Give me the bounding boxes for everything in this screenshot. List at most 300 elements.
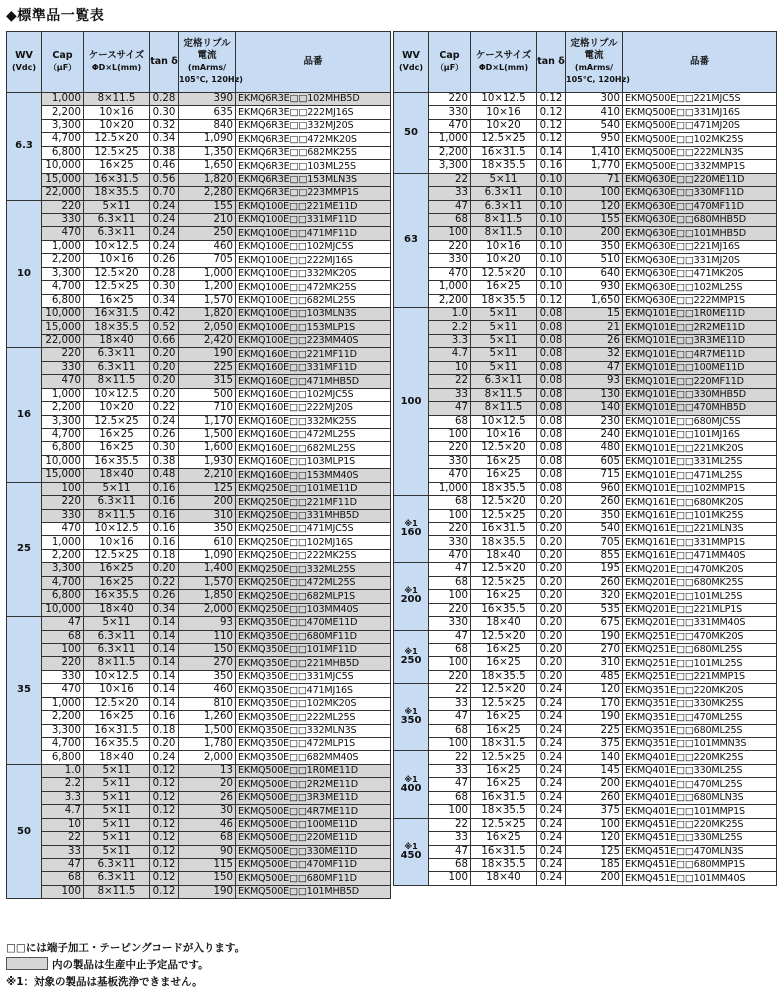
case-size-cell: 12.5×25 xyxy=(471,751,537,764)
part-number-cell: EKMQ201E□□101ML25S xyxy=(623,590,777,603)
table-row xyxy=(394,227,777,240)
table-row xyxy=(7,227,391,240)
ripple-current-cell: 1,500 xyxy=(179,724,236,737)
part-number-cell: EKMQ250E□□332ML25S xyxy=(236,563,391,576)
table-row xyxy=(394,818,777,831)
ripple-current-cell: 1,170 xyxy=(179,415,236,428)
table-row xyxy=(7,496,391,509)
capacitance-cell: 330 xyxy=(429,106,471,119)
ripple-current-cell: 26 xyxy=(179,791,236,804)
part-number-cell: EKMQ100E□□222MJ16S xyxy=(236,254,391,267)
case-size-cell: 10×16 xyxy=(84,536,150,549)
tan-delta-cell: 0.34 xyxy=(150,133,179,146)
capacitance-cell: 15,000 xyxy=(42,321,84,334)
tan-delta-cell: 0.12 xyxy=(150,832,179,845)
table-row xyxy=(7,281,391,294)
ripple-current-cell: 30 xyxy=(179,805,236,818)
tan-delta-cell: 0.24 xyxy=(150,415,179,428)
table-row xyxy=(7,805,391,818)
tan-delta-cell: 0.10 xyxy=(537,254,566,267)
ripple-current-cell: 855 xyxy=(566,549,623,562)
part-number-cell: EKMQ100E□□472MK25S xyxy=(236,281,391,294)
case-size-cell: 12.5×20 xyxy=(471,630,537,643)
tan-delta-cell: 0.30 xyxy=(150,442,179,455)
tan-delta-cell: 0.10 xyxy=(537,200,566,213)
tan-delta-cell: 0.08 xyxy=(537,402,566,415)
ripple-current-cell: 90 xyxy=(179,845,236,858)
table-row xyxy=(394,294,777,307)
tan-delta-cell: 0.12 xyxy=(150,791,179,804)
table-row xyxy=(7,603,391,616)
ripple-current-cell: 47 xyxy=(566,361,623,374)
capacitance-cell: 47 xyxy=(429,711,471,724)
case-size-cell: 6.3×11 xyxy=(84,227,150,240)
part-number-cell: EKMQ201E□□221MLP1S xyxy=(623,603,777,616)
table-row xyxy=(394,119,777,132)
capacitance-cell: 10,000 xyxy=(42,308,84,321)
table-row xyxy=(394,496,777,509)
ripple-current-cell: 1,570 xyxy=(179,576,236,589)
capacitance-cell: 1,000 xyxy=(429,281,471,294)
part-number-cell: EKMQ250E□□331MHB5D xyxy=(236,509,391,522)
case-size-cell: 10×12.5 xyxy=(471,415,537,428)
capacitance-cell: 68 xyxy=(429,724,471,737)
case-size-cell: 18×35.5 xyxy=(471,160,537,173)
ripple-current-cell: 1,780 xyxy=(179,738,236,751)
case-size-cell: 6.3×11 xyxy=(84,213,150,226)
case-size-cell: 6.3×11 xyxy=(84,348,150,361)
table-row xyxy=(394,576,777,589)
voltage-cell: ※1 160 xyxy=(394,496,429,563)
capacitance-cell: 33 xyxy=(42,845,84,858)
capacitance-cell: 47 xyxy=(42,858,84,871)
tan-delta-cell: 0.22 xyxy=(150,402,179,415)
capacitance-cell: 3,300 xyxy=(42,267,84,280)
case-size-cell: 16×25 xyxy=(471,455,537,468)
part-number-cell: EKMQ630E□□331MJ20S xyxy=(623,254,777,267)
case-size-cell: 16×25 xyxy=(471,643,537,656)
tan-delta-cell: 0.08 xyxy=(537,348,566,361)
case-size-cell: 18×35.5 xyxy=(471,670,537,683)
capacitance-cell: 220 xyxy=(42,200,84,213)
capacitance-cell: 470 xyxy=(42,375,84,388)
case-size-cell: 6.3×11 xyxy=(84,858,150,871)
case-size-cell: 6.3×11 xyxy=(84,643,150,656)
case-size-cell: 10×16 xyxy=(471,240,537,253)
case-size-cell: 6.3×11 xyxy=(84,361,150,374)
tan-delta-cell: 0.22 xyxy=(150,576,179,589)
ripple-current-cell: 225 xyxy=(179,361,236,374)
table-row xyxy=(394,133,777,146)
ripple-current-cell: 1,410 xyxy=(566,146,623,159)
case-size-cell: 5×11 xyxy=(471,348,537,361)
part-number-cell: EKMQ161E□□471MM40S xyxy=(623,549,777,562)
case-size-cell: 5×11 xyxy=(84,845,150,858)
capacitance-cell: 6,800 xyxy=(42,294,84,307)
case-size-cell: 10×20 xyxy=(471,119,537,132)
capacitance-cell: 47 xyxy=(429,200,471,213)
capacitance-cell: 47 xyxy=(429,563,471,576)
part-number-cell: EKMQ451E□□330ML25S xyxy=(623,832,777,845)
part-number-cell: EKMQ500E□□221MJC5S xyxy=(623,93,777,106)
tan-delta-cell: 0.20 xyxy=(537,523,566,536)
ripple-current-cell: 155 xyxy=(566,213,623,226)
part-number-cell: EKMQ630E□□680MHB5D xyxy=(623,213,777,226)
tan-delta-cell: 0.16 xyxy=(150,482,179,495)
part-number-cell: EKMQ630E□□470MF11D xyxy=(623,200,777,213)
part-number-cell: EKMQ500E□□330ME11D xyxy=(236,845,391,858)
ripple-current-cell: 705 xyxy=(566,536,623,549)
ripple-current-cell: 500 xyxy=(179,388,236,401)
table-row xyxy=(394,791,777,804)
part-number-cell: EKMQ630E□□330MF11D xyxy=(623,187,777,200)
part-number-cell: EKMQ101E□□471ML25S xyxy=(623,469,777,482)
tan-delta-cell: 0.24 xyxy=(537,778,566,791)
tan-delta-cell: 0.10 xyxy=(537,281,566,294)
capacitance-cell: 47 xyxy=(429,778,471,791)
ripple-current-cell: 210 xyxy=(179,213,236,226)
ripple-current-cell: 170 xyxy=(566,697,623,710)
part-number-cell: EKMQ251E□□221MMP1S xyxy=(623,670,777,683)
part-number-cell: EKMQ351E□□330MK25S xyxy=(623,697,777,710)
ripple-current-cell: 390 xyxy=(179,93,236,106)
case-size-cell: 18×40 xyxy=(84,334,150,347)
case-size-cell: 16×25 xyxy=(84,442,150,455)
case-size-cell: 16×35.5 xyxy=(84,590,150,603)
ripple-current-cell: 93 xyxy=(179,617,236,630)
ripple-current-cell: 1,000 xyxy=(179,267,236,280)
table-row xyxy=(7,321,391,334)
tan-delta-cell: 0.08 xyxy=(537,388,566,401)
case-size-cell: 12.5×20 xyxy=(84,133,150,146)
ripple-current-cell: 2,210 xyxy=(179,469,236,482)
part-number-cell: EKMQ350E□□102MK20S xyxy=(236,697,391,710)
table-row xyxy=(394,764,777,777)
table-row xyxy=(7,146,391,159)
tan-delta-cell: 0.12 xyxy=(537,106,566,119)
case-size-cell: 8×11.5 xyxy=(471,388,537,401)
ripple-current-cell: 2,420 xyxy=(179,334,236,347)
case-size-cell: 6.3×11 xyxy=(84,630,150,643)
ripple-current-cell: 15 xyxy=(566,308,623,321)
tan-delta-cell: 0.12 xyxy=(150,805,179,818)
table-row xyxy=(394,630,777,643)
table-row xyxy=(394,267,777,280)
table-row xyxy=(394,375,777,388)
tan-delta-cell: 0.20 xyxy=(537,496,566,509)
case-size-cell: 8×11.5 xyxy=(84,657,150,670)
capacitance-cell: 220 xyxy=(429,240,471,253)
table-row xyxy=(394,281,777,294)
case-size-cell: 5×11 xyxy=(471,173,537,186)
capacitance-cell: 33 xyxy=(429,832,471,845)
header-case-size: ケースサイズ ΦD×L(mm) xyxy=(471,32,537,93)
case-size-cell: 12.5×25 xyxy=(471,576,537,589)
case-size-cell: 5×11 xyxy=(84,764,150,777)
header-cap: Cap （μF） xyxy=(42,32,84,93)
voltage-cell: ※1 400 xyxy=(394,751,429,818)
case-size-cell: 18×35.5 xyxy=(84,321,150,334)
table-row xyxy=(394,845,777,858)
ripple-current-cell: 190 xyxy=(179,885,236,898)
ripple-current-cell: 1,260 xyxy=(179,711,236,724)
table-row xyxy=(7,523,391,536)
part-number-cell: EKMQ100E□□682ML25S xyxy=(236,294,391,307)
table-row xyxy=(394,603,777,616)
tan-delta-cell: 0.24 xyxy=(537,697,566,710)
ripple-current-cell: 410 xyxy=(566,106,623,119)
capacitance-cell: 470 xyxy=(42,227,84,240)
part-number-cell: EKMQ6R3E□□472MK20S xyxy=(236,133,391,146)
capacitance-cell: 3,300 xyxy=(42,119,84,132)
part-number-cell: EKMQ500E□□220ME11D xyxy=(236,832,391,845)
table-row xyxy=(7,388,391,401)
capacitance-cell: 1,000 xyxy=(42,388,84,401)
tan-delta-cell: 0.12 xyxy=(537,119,566,132)
ripple-current-cell: 315 xyxy=(179,375,236,388)
table-row xyxy=(7,133,391,146)
case-size-cell: 6.3×11 xyxy=(84,872,150,885)
case-size-cell: 16×25 xyxy=(471,590,537,603)
case-size-cell: 10×12.5 xyxy=(84,670,150,683)
tan-delta-cell: 0.26 xyxy=(150,428,179,441)
ripple-current-cell: 1,850 xyxy=(179,590,236,603)
table-row xyxy=(7,482,391,495)
part-number-cell: EKMQ100E□□332MK20S xyxy=(236,267,391,280)
capacitance-cell: 330 xyxy=(42,670,84,683)
case-size-cell: 12.5×25 xyxy=(471,509,537,522)
table-row xyxy=(7,711,391,724)
part-number-cell: EKMQ500E□□102MK25S xyxy=(623,133,777,146)
case-size-cell: 18×35.5 xyxy=(471,294,537,307)
tan-delta-cell: 0.30 xyxy=(150,281,179,294)
table-row xyxy=(7,348,391,361)
part-number-cell: EKMQ351E□□101MMN3S xyxy=(623,738,777,751)
part-number-cell: EKMQ101E□□2R2ME11D xyxy=(623,321,777,334)
part-number-cell: EKMQ500E□□680MF11D xyxy=(236,872,391,885)
ripple-current-cell: 640 xyxy=(566,267,623,280)
tan-delta-cell: 0.26 xyxy=(150,254,179,267)
ripple-current-cell: 1,770 xyxy=(566,160,623,173)
capacitance-cell: 22,000 xyxy=(42,334,84,347)
part-number-cell: EKMQ500E□□101MHB5D xyxy=(236,885,391,898)
part-number-cell: EKMQ161E□□101MK25S xyxy=(623,509,777,522)
part-number-cell: EKMQ351E□□470ML25S xyxy=(623,711,777,724)
ripple-current-cell: 635 xyxy=(179,106,236,119)
tan-delta-cell: 0.18 xyxy=(150,724,179,737)
header-wv: WV (Vdc) xyxy=(7,32,42,93)
capacitance-cell: 1,000 xyxy=(42,536,84,549)
tan-delta-cell: 0.24 xyxy=(537,818,566,831)
table-row xyxy=(394,670,777,683)
part-number-cell: EKMQ100E□□221ME11D xyxy=(236,200,391,213)
table-row xyxy=(394,482,777,495)
capacitance-cell: 330 xyxy=(42,361,84,374)
case-size-cell: 6.3×11 xyxy=(84,496,150,509)
header-cap: Cap （μF） xyxy=(429,32,471,93)
tan-delta-cell: 0.12 xyxy=(537,294,566,307)
part-number-cell: EKMQ401E□□101MMP1S xyxy=(623,805,777,818)
tan-delta-cell: 0.12 xyxy=(150,764,179,777)
case-size-cell: 12.5×20 xyxy=(84,697,150,710)
case-size-cell: 18×31.5 xyxy=(471,738,537,751)
ripple-current-cell: 1,350 xyxy=(179,146,236,159)
case-size-cell: 16×25 xyxy=(471,764,537,777)
ripple-current-cell: 930 xyxy=(566,281,623,294)
ripple-current-cell: 100 xyxy=(566,187,623,200)
capacitance-cell: 4,700 xyxy=(42,281,84,294)
ripple-current-cell: 230 xyxy=(566,415,623,428)
table-row xyxy=(394,738,777,751)
capacitance-cell: 68 xyxy=(42,630,84,643)
table-row xyxy=(394,388,777,401)
case-size-cell: 18×40 xyxy=(84,469,150,482)
capacitance-cell: 1.0 xyxy=(42,764,84,777)
part-number-cell: EKMQ6R3E□□103ML25S xyxy=(236,160,391,173)
table-row xyxy=(7,563,391,576)
footnotes xyxy=(6,940,245,991)
capacitance-cell: 1,000 xyxy=(42,697,84,710)
table-row xyxy=(394,536,777,549)
capacitance-cell: 3,300 xyxy=(42,563,84,576)
tan-delta-cell: 0.08 xyxy=(537,455,566,468)
tan-delta-cell: 0.08 xyxy=(537,469,566,482)
case-size-cell: 5×11 xyxy=(471,321,537,334)
capacitance-cell: 1,000 xyxy=(42,93,84,106)
table-row xyxy=(7,334,391,347)
case-size-cell: 16×35.5 xyxy=(84,455,150,468)
ripple-current-cell: 270 xyxy=(179,657,236,670)
voltage-cell: 10 xyxy=(7,200,42,348)
ripple-current-cell: 150 xyxy=(179,643,236,656)
ripple-current-cell: 125 xyxy=(566,845,623,858)
part-number-cell: EKMQ350E□□332MLN3S xyxy=(236,724,391,737)
header-ripple: 定格リプル 電流 (mArms/ 105℃, 120Hz) xyxy=(179,32,236,93)
case-size-cell: 16×31.5 xyxy=(84,308,150,321)
ripple-current-cell: 840 xyxy=(179,119,236,132)
capacitance-cell: 2.2 xyxy=(429,321,471,334)
tan-delta-cell: 0.70 xyxy=(150,187,179,200)
capacitance-cell: 33 xyxy=(429,764,471,777)
case-size-cell: 16×25 xyxy=(471,281,537,294)
ripple-current-cell: 810 xyxy=(179,697,236,710)
tan-delta-cell: 0.18 xyxy=(150,549,179,562)
table-row xyxy=(7,657,391,670)
part-number-cell: EKMQ161E□□221MLN3S xyxy=(623,523,777,536)
tan-delta-cell: 0.08 xyxy=(537,442,566,455)
table-row xyxy=(7,415,391,428)
part-number-cell: EKMQ451E□□220MK25S xyxy=(623,818,777,831)
part-number-cell: EKMQ630E□□102ML25S xyxy=(623,281,777,294)
part-number-cell: EKMQ351E□□220MK20S xyxy=(623,684,777,697)
case-size-cell: 12.5×25 xyxy=(471,697,537,710)
ripple-current-cell: 20 xyxy=(179,778,236,791)
table-row xyxy=(394,146,777,159)
ripple-current-cell: 510 xyxy=(566,254,623,267)
voltage-cell: ※1 250 xyxy=(394,630,429,684)
part-number-cell: EKMQ251E□□680ML25S xyxy=(623,643,777,656)
table-row xyxy=(7,267,391,280)
capacitance-cell: 100 xyxy=(429,590,471,603)
capacitance-cell: 3.3 xyxy=(429,334,471,347)
capacitance-cell: 100 xyxy=(42,643,84,656)
tan-delta-cell: 0.12 xyxy=(150,858,179,871)
capacitance-cell: 33 xyxy=(429,388,471,401)
tan-delta-cell: 0.24 xyxy=(150,240,179,253)
ripple-current-cell: 190 xyxy=(179,348,236,361)
capacitance-cell: 10 xyxy=(429,361,471,374)
header-case-size: ケースサイズ ΦD×L(mm) xyxy=(84,32,150,93)
capacitance-cell: 6,800 xyxy=(42,751,84,764)
ripple-current-cell: 260 xyxy=(566,791,623,804)
table-row xyxy=(7,845,391,858)
voltage-cell: 100 xyxy=(394,308,429,496)
part-number-cell: EKMQ250E□□103MM40S xyxy=(236,603,391,616)
ripple-current-cell: 150 xyxy=(179,872,236,885)
part-number-cell: EKMQ101E□□331ML25S xyxy=(623,455,777,468)
capacitance-cell: 33 xyxy=(429,697,471,710)
part-number-cell: EKMQ6R3E□□102MHB5D xyxy=(236,93,391,106)
table-row xyxy=(394,240,777,253)
part-number-cell: EKMQ350E□□470ME11D xyxy=(236,617,391,630)
tan-delta-cell: 0.24 xyxy=(537,845,566,858)
tan-delta-cell: 0.20 xyxy=(537,603,566,616)
part-number-cell: EKMQ160E□□682ML25S xyxy=(236,442,391,455)
capacitance-cell: 10,000 xyxy=(42,603,84,616)
ripple-current-cell: 130 xyxy=(566,388,623,401)
ripple-current-cell: 200 xyxy=(179,496,236,509)
capacitance-cell: 15,000 xyxy=(42,173,84,186)
part-number-cell: EKMQ6R3E□□682MK25S xyxy=(236,146,391,159)
ripple-current-cell: 195 xyxy=(566,563,623,576)
ripple-current-cell: 950 xyxy=(566,133,623,146)
case-size-cell: 16×25 xyxy=(471,724,537,737)
ripple-current-cell: 705 xyxy=(179,254,236,267)
case-size-cell: 16×35.5 xyxy=(471,603,537,616)
capacitance-cell: 4.7 xyxy=(429,348,471,361)
part-number-cell: EKMQ451E□□470MLN3S xyxy=(623,845,777,858)
tan-delta-cell: 0.24 xyxy=(150,751,179,764)
table-row xyxy=(394,509,777,522)
ripple-current-cell: 485 xyxy=(566,670,623,683)
header-tan: tan δ xyxy=(537,32,566,93)
case-size-cell: 18×35.5 xyxy=(471,858,537,871)
capacitance-cell: 22 xyxy=(429,684,471,697)
part-number-cell: EKMQ101E□□101MJ16S xyxy=(623,428,777,441)
ripple-current-cell: 535 xyxy=(566,603,623,616)
table-row xyxy=(7,872,391,885)
table-row xyxy=(7,442,391,455)
capacitance-cell: 68 xyxy=(429,643,471,656)
ripple-current-cell: 68 xyxy=(179,832,236,845)
tan-delta-cell: 0.20 xyxy=(150,388,179,401)
tan-delta-cell: 0.12 xyxy=(537,133,566,146)
ripple-current-cell: 715 xyxy=(566,469,623,482)
ripple-current-cell: 960 xyxy=(566,482,623,495)
tan-delta-cell: 0.20 xyxy=(150,563,179,576)
capacitance-cell: 68 xyxy=(429,415,471,428)
capacitance-cell: 330 xyxy=(429,455,471,468)
ripple-current-cell: 145 xyxy=(566,764,623,777)
case-size-cell: 12.5×20 xyxy=(84,267,150,280)
ripple-current-cell: 13 xyxy=(179,764,236,777)
table-row xyxy=(394,348,777,361)
part-number-cell: EKMQ350E□□222ML25S xyxy=(236,711,391,724)
tan-delta-cell: 0.10 xyxy=(537,240,566,253)
table-row xyxy=(7,200,391,213)
ripple-current-cell: 2,050 xyxy=(179,321,236,334)
capacitance-cell: 1,000 xyxy=(42,240,84,253)
